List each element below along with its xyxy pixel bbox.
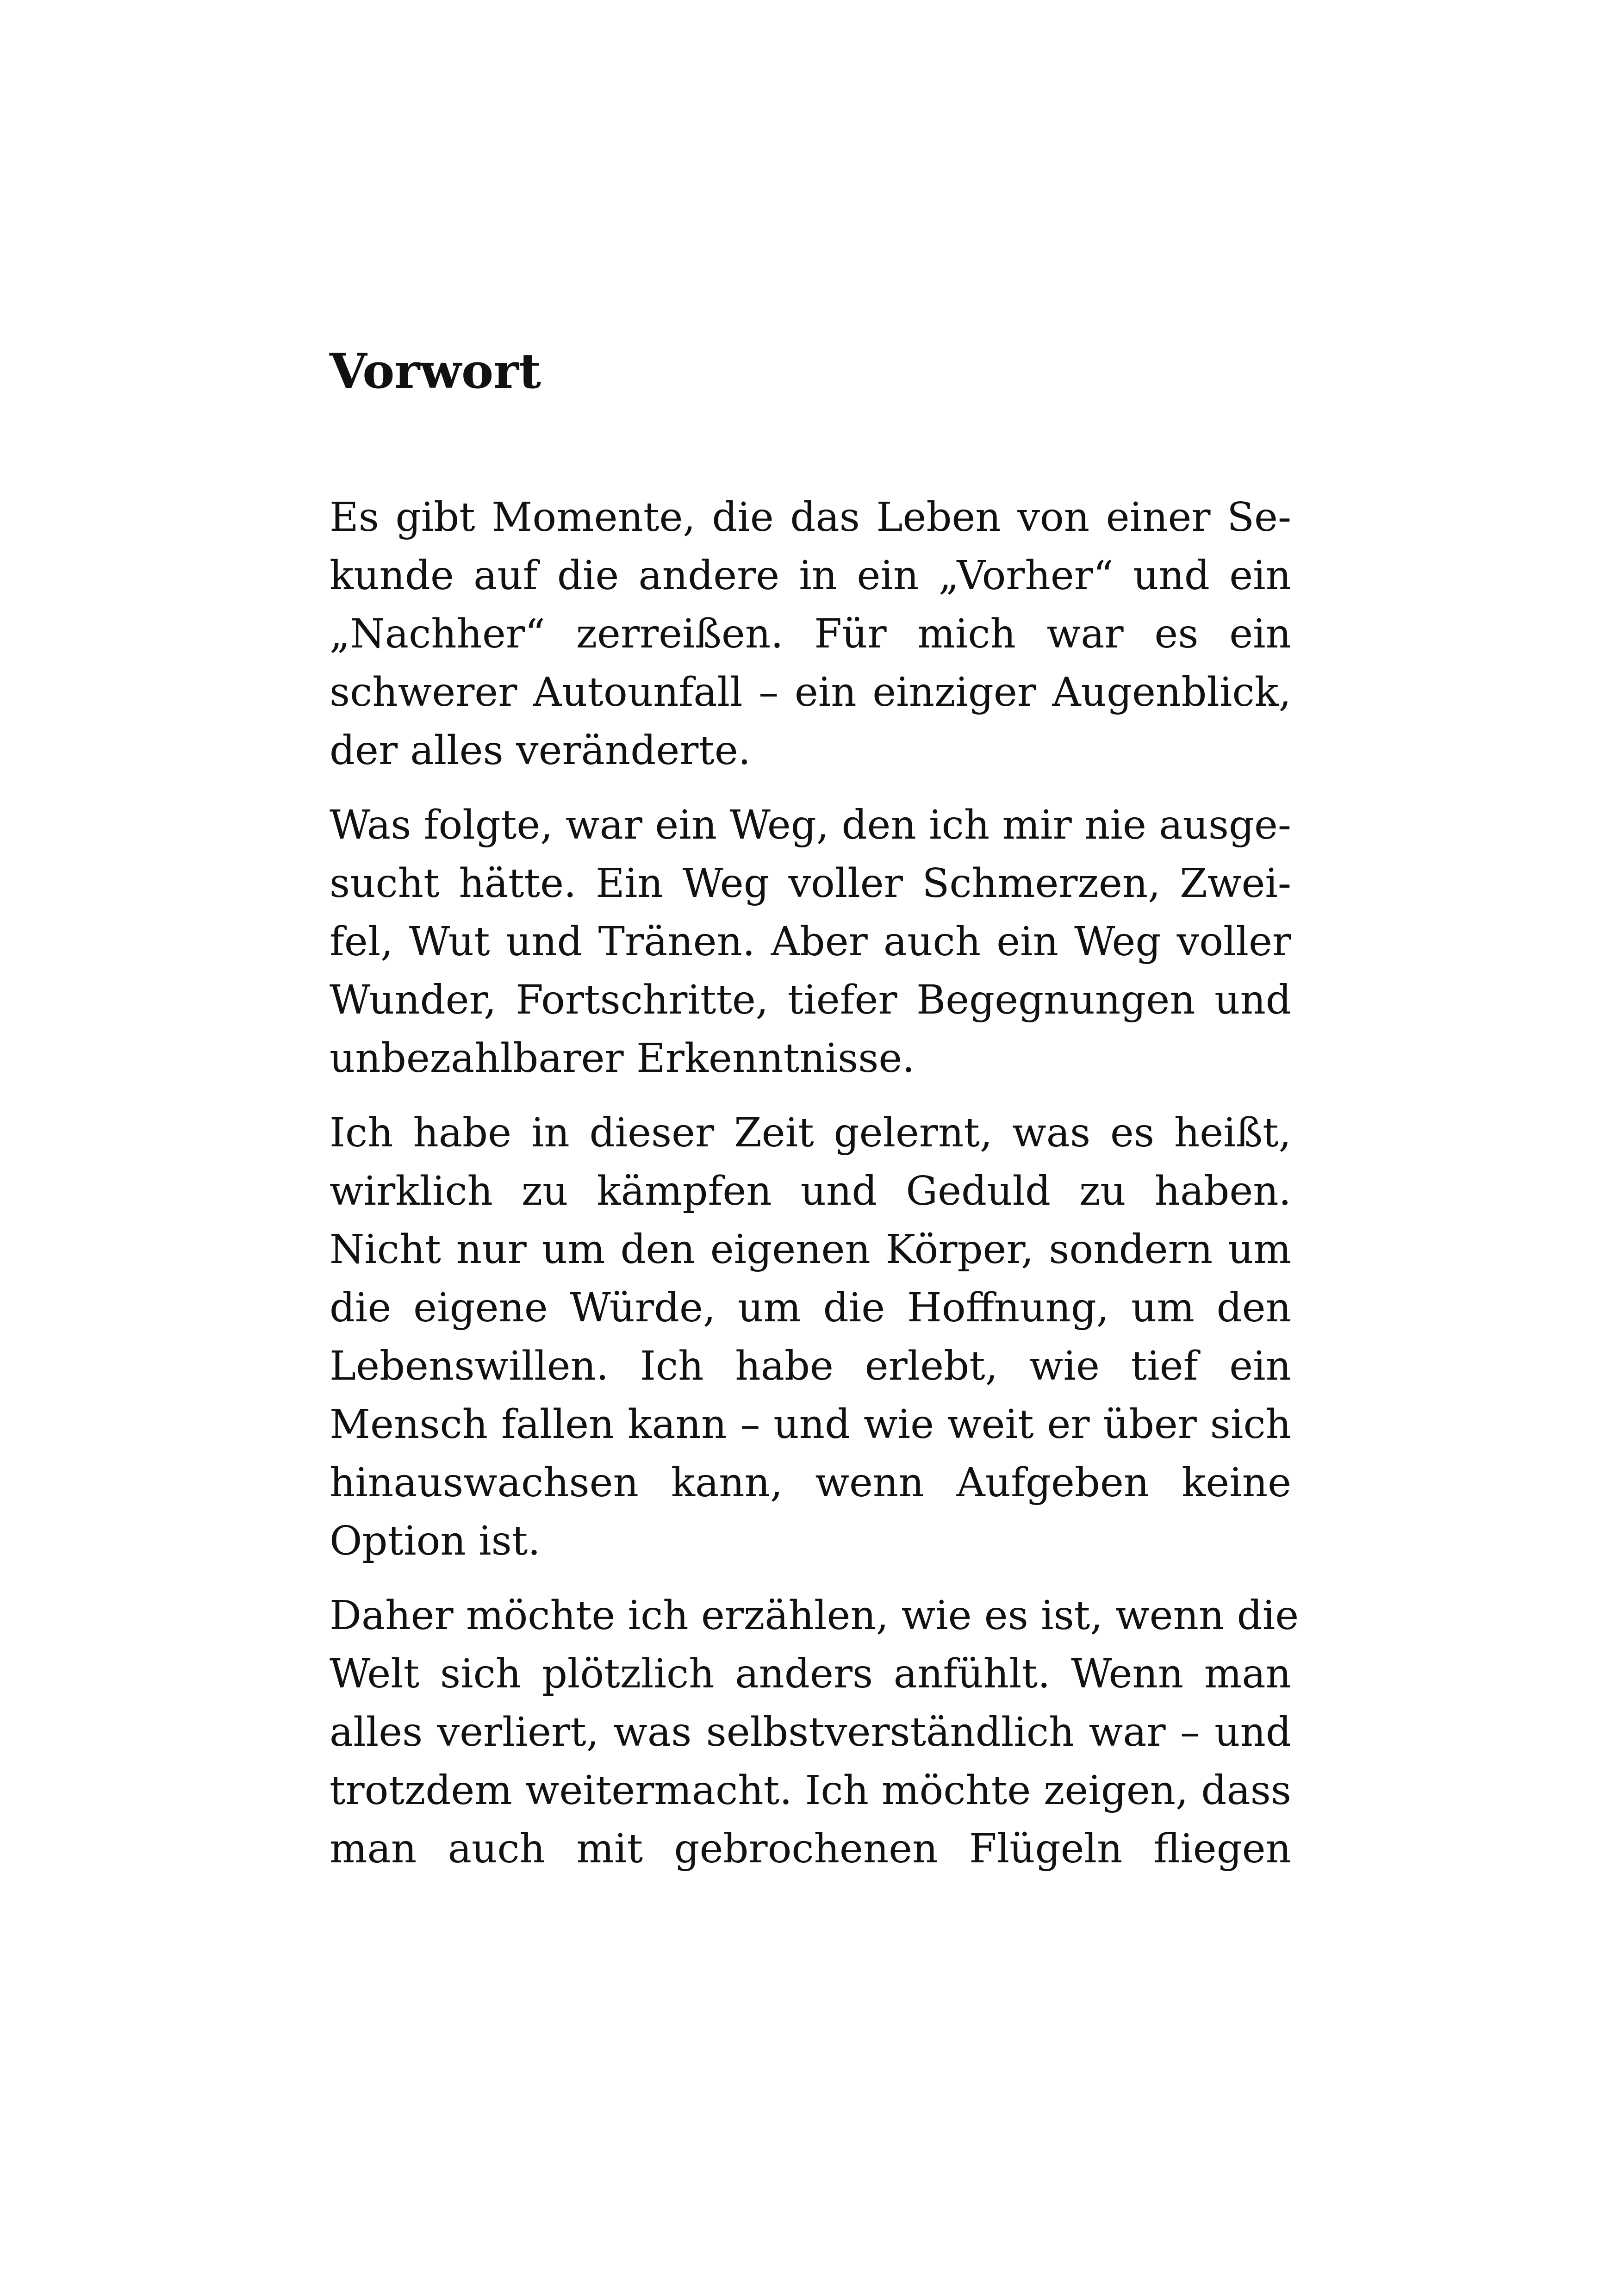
paragraph-1-line: schwerer Autounfall – ein einziger Augenblick, [330, 669, 1291, 716]
paragraph-4-line: alles verliert, was selbstverständlich war – und [330, 1709, 1291, 1755]
paragraph-3-line: die eigene Würde, um die Hoffnung, um den [330, 1285, 1291, 1331]
paragraph-2-line: unbezahlbarer Erkenntnisse. [330, 1035, 915, 1082]
chapter-heading: Vorwort [330, 342, 541, 399]
paragraph-1-line: „Nachher“ zerreißen. Für mich war es ein [330, 611, 1291, 657]
paragraph-1-line: der alles veränderte. [330, 728, 751, 774]
paragraph-3-line: Lebenswillen. Ich habe erlebt, wie tief ein [330, 1343, 1291, 1389]
paragraph-4-line: Daher möchte ich erzählen, wie es ist, wenn die [330, 1593, 1299, 1639]
paragraph-3-line: hinauswachsen kann, wenn Aufgeben keine [330, 1460, 1291, 1506]
paragraph-1-line: Es gibt Momente, die das Leben von einer Se- [330, 494, 1291, 541]
paragraph-2-line: sucht hätte. Ein Weg voller Schmerzen, Zwei- [330, 860, 1291, 907]
paragraph-2-line: Was folgte, war ein Weg, den ich mir nie ausge- [330, 802, 1291, 848]
paragraph-4-line: trotzdem weitermacht. Ich möchte zeigen, dass [330, 1767, 1291, 1814]
paragraph-3-line: wirklich zu kämpfen und Geduld zu haben. [330, 1168, 1291, 1214]
paragraph-3-line: Mensch fallen kann – und wie weit er über sich [330, 1401, 1291, 1448]
paragraph-3-line: Option ist. [330, 1518, 541, 1564]
paragraph-4-line: Welt sich plötzlich anders anfühlt. Wenn man [330, 1651, 1291, 1697]
paragraph-3-line: Ich habe in dieser Zeit gelernt, was es heißt, [330, 1110, 1291, 1156]
paragraph-4-line: man auch mit gebrochenen Flügeln fliegen [330, 1826, 1291, 1872]
paragraph-3-line: Nicht nur um den eigenen Körper, sondern um [330, 1226, 1291, 1273]
paragraph-2-line: Wunder, Fortschritte, tiefer Begegnungen und [330, 977, 1291, 1023]
paragraph-2-line: fel, Wut und Tränen. Aber auch ein Weg voller [330, 919, 1291, 965]
paragraph-1-line: kunde auf die andere in ein „Vorher“ und ein [330, 553, 1291, 599]
